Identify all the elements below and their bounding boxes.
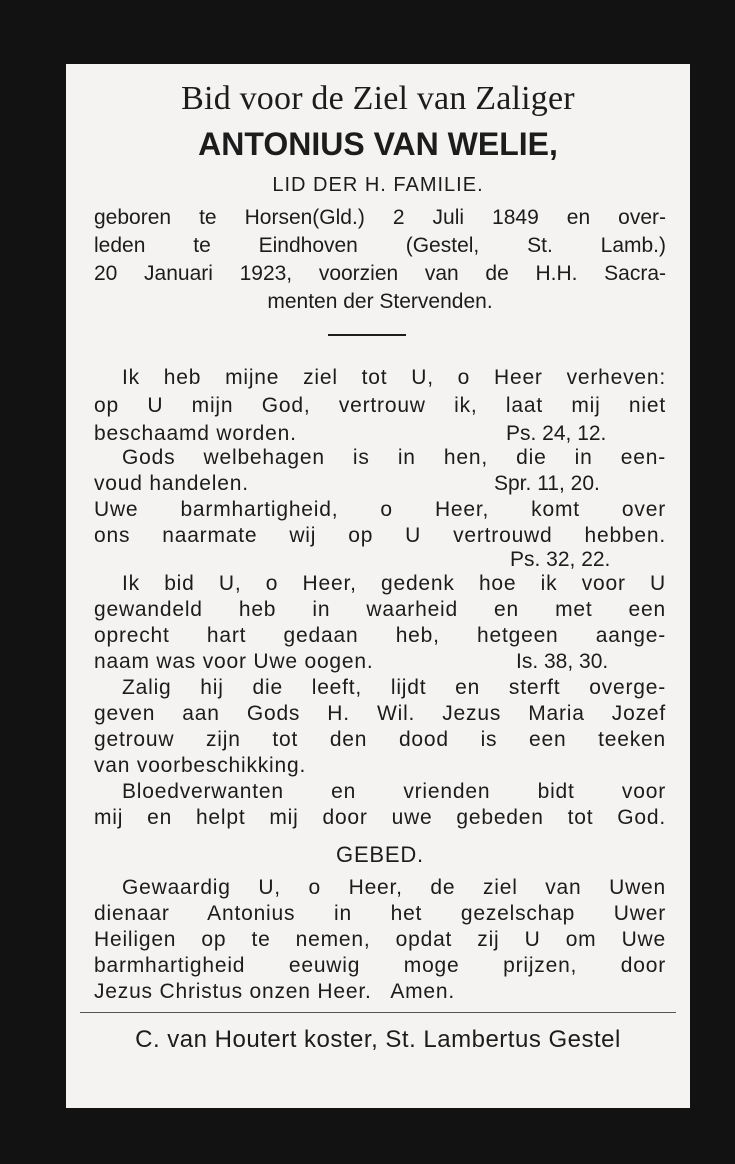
prayer-line-3: Heiligen op te nemen, opdat zij U om Uwe: [94, 928, 666, 951]
divider-rule: [328, 334, 406, 336]
verse-4-line-3: oprecht hart gedaan heb, hetgeen aange-: [94, 624, 666, 647]
bio-line-4: menten der Stervenden.: [267, 290, 493, 313]
verse-2-line-2: voud handelen.: [94, 472, 249, 495]
printer-footer: C. van Houtert koster, St. Lambertus Gestel: [135, 1026, 621, 1053]
verse-5-line-1: Zalig hij die leeft, lijdt en sterft overge-: [122, 676, 666, 699]
verse-3-ref: Ps. 32, 22.: [510, 548, 611, 571]
verse-5-line-3: getrouw zijn tot den dood is een teeken: [94, 728, 666, 751]
verse-2-ref: Spr. 11, 20.: [494, 472, 600, 495]
verse-1-line-1: Ik heb mijne ziel tot U, o Heer verheven:: [122, 366, 666, 389]
verse-2-line-1: Gods welbehagen is in hen, die in een-: [122, 446, 666, 469]
membership-line: LID DER H. FAMILIE.: [272, 174, 484, 196]
verse-4-line-1: Ik bid U, o Heer, gedenk hoe ik voor U: [122, 572, 666, 595]
verse-3-line-1: Uwe barmhartigheid, o Heer, komt over: [94, 498, 666, 521]
footer-rule: [80, 1012, 676, 1013]
verse-5-line-2: geven aan Gods H. Wil. Jezus Maria Jozef: [94, 702, 666, 725]
bio-line-3: 20 Januari 1923, voorzien van de H.H. Sacra-: [94, 262, 666, 285]
memorial-card-paper: [66, 64, 690, 1108]
verse-4-line-4: naam was voor Uwe oogen.: [94, 650, 374, 673]
verse-1-line-2: op U mijn God, vertrouw ik, laat mij niet: [94, 394, 666, 417]
verse-1-line-3: beschaamd worden.: [94, 422, 297, 445]
verse-6-line-2: mij en helpt mij door uwe gebeden tot God.: [94, 806, 666, 829]
verse-4-line-2: gewandeld heb in waarheid en met een: [94, 598, 666, 621]
verse-6-line-1: Bloedverwanten en vrienden bidt voor: [122, 780, 666, 803]
bio-line-1: geboren te Horsen(Gld.) 2 Juli 1849 en over-: [94, 206, 666, 229]
bio-line-2: leden te Eindhoven (Gestel, St. Lamb.): [94, 234, 666, 257]
prayer-heading: GEBED.: [336, 842, 424, 867]
verse-1-ref: Ps. 24, 12.: [506, 422, 607, 445]
prayer-line-2: dienaar Antonius in het gezelschap Uwer: [94, 902, 666, 925]
verse-4-ref: Is. 38, 30.: [516, 650, 609, 673]
verse-3-line-2: ons naarmate wij op U vertrouwd hebben.: [94, 524, 666, 547]
prayer-line-4: barmhartigheid eeuwig moge prijzen, door: [94, 954, 666, 977]
deceased-name: ANTONIUS VAN WELIE,: [198, 126, 558, 162]
verse-5-line-4: van voorbeschikking.: [94, 754, 307, 777]
prayer-line-5: Jezus Christus onzen Heer. Amen.: [94, 980, 456, 1003]
prayer-line-1: Gewaardig U, o Heer, de ziel van Uwen: [122, 876, 666, 899]
card-title: Bid voor de Ziel van Zaliger: [181, 80, 575, 117]
